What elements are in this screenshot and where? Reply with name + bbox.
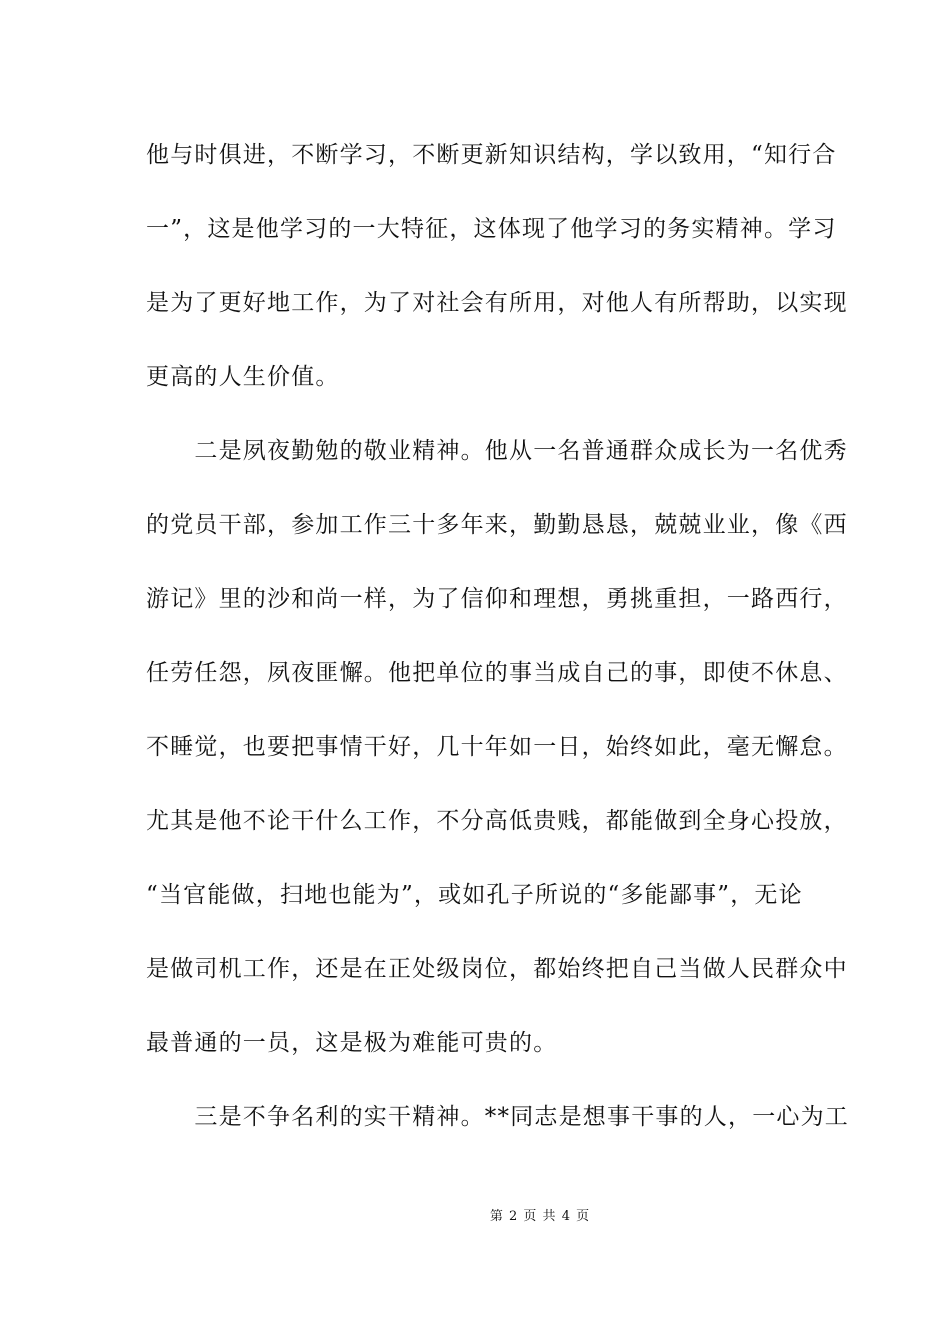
text-line: 是为了更好地工作，为了对社会有所用，对他人有所帮助，以实现 xyxy=(146,290,848,316)
text-line: 不睡觉，也要把事情干好，几十年如一日，始终如此，毫无懈怠。 xyxy=(146,734,848,760)
text-line: “当官能做，扫地也能为”，或如孔子所说的“多能鄙事”，无论 xyxy=(146,882,803,908)
text-line: 是做司机工作，还是在正处级岗位，都始终把自己当做人民群众中 xyxy=(146,956,848,982)
text-line: 最普通的一员，这是极为难能可贵的。 xyxy=(146,1030,558,1056)
text-line: 游记》里的沙和尚一样，为了信仰和理想，勇挑重担，一路西行， xyxy=(146,586,848,612)
text-line: 他与时俱进，不断学习，不断更新知识结构，学以致用，“知行合 xyxy=(146,142,837,168)
text-line: 尤其是他不论干什么工作，不分高低贵贱，都能做到全身心投放， xyxy=(146,808,848,834)
text-line: 的党员干部，参加工作三十多年来，勤勤恳恳，兢兢业业，像《西 xyxy=(146,512,848,538)
page-number-footer: 第 2 页 共 4 页 xyxy=(489,1209,591,1224)
paragraph-start-line: 二是夙夜勤勉的敬业精神。他从一名普通群众成长为一名优秀 xyxy=(146,438,848,464)
text-line: 一”，这是他学习的一大特征，这体现了他学习的务实精神。学习 xyxy=(146,216,837,242)
text-line: 任劳任怨，夙夜匪懈。他把单位的事当成自己的事，即使不休息、 xyxy=(146,660,848,686)
text-line: 更高的人生价值。 xyxy=(146,364,340,390)
paragraph-start-line: 三是不争名利的实干精神。**同志是想事干事的人，一心为工 xyxy=(146,1104,849,1130)
